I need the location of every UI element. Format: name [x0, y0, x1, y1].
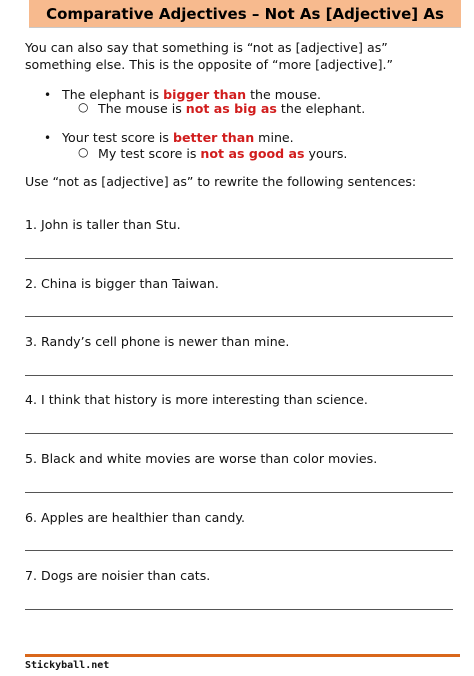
answer-line-6[interactable] [25, 550, 453, 551]
question-5: 5. Black and white movies are worse than color movies. [25, 451, 378, 466]
example-2-sub-highlight: not as good as [200, 146, 305, 161]
answer-line-5[interactable] [25, 492, 453, 493]
question-4: 4. I think that history is more interesting than science. [25, 392, 368, 407]
example-1-sub-highlight: not as big as [185, 101, 277, 116]
bullet-dot-icon: • [44, 131, 52, 145]
answer-line-4[interactable] [25, 433, 453, 434]
sub-bullet-circle-icon: ○ [78, 145, 89, 159]
example-2-sub-text-post: yours. [304, 146, 348, 161]
example-1-highlight: bigger than [163, 87, 247, 102]
page-title: Comparative Adjectives – Not As [Adjective] As [46, 4, 444, 23]
example-1-sub-text-pre: The mouse is [98, 101, 186, 116]
footer-brand: Stickyball.net [25, 660, 110, 671]
answer-line-3[interactable] [25, 375, 453, 376]
example-1-sub-bullet [98, 100, 365, 117]
example-2-highlight: better than [172, 130, 255, 145]
example-2-sub-text-pre: My test score is [98, 146, 201, 161]
question-6: 6. Apples are healthier than candy. [25, 510, 245, 525]
bullet-dot-icon: • [44, 88, 52, 102]
example-1-text-post: the mouse. [246, 87, 322, 102]
question-3: 3. Randy’s cell phone is newer than mine. [25, 334, 290, 349]
question-1: 1. John is taller than Stu. [25, 217, 181, 232]
example-2-sub-bullet [98, 145, 347, 162]
example-2-bullet [62, 129, 294, 146]
intro-paragraph: You can also say that something is “not as [adjective] as” something else. This is the opposite of “more [adjective].” [25, 40, 394, 72]
example-2-text-pre: Your test score is [62, 130, 173, 145]
question-2: 2. China is bigger than Taiwan. [25, 276, 219, 291]
footer-rule [25, 654, 460, 657]
example-2-text-post: mine. [254, 130, 294, 145]
answer-line-2[interactable] [25, 316, 453, 317]
instructions: Use “not as [adjective] as” to rewrite the following sentences: [25, 174, 417, 189]
sub-bullet-circle-icon: ○ [78, 100, 89, 114]
answer-line-7[interactable] [25, 609, 453, 610]
question-7: 7. Dogs are noisier than cats. [25, 568, 211, 583]
answer-line-1[interactable] [25, 258, 453, 259]
title-bar [29, 0, 461, 28]
example-1-text-pre: The elephant is [62, 87, 164, 102]
example-1-sub-text-post: the elephant. [276, 101, 366, 116]
